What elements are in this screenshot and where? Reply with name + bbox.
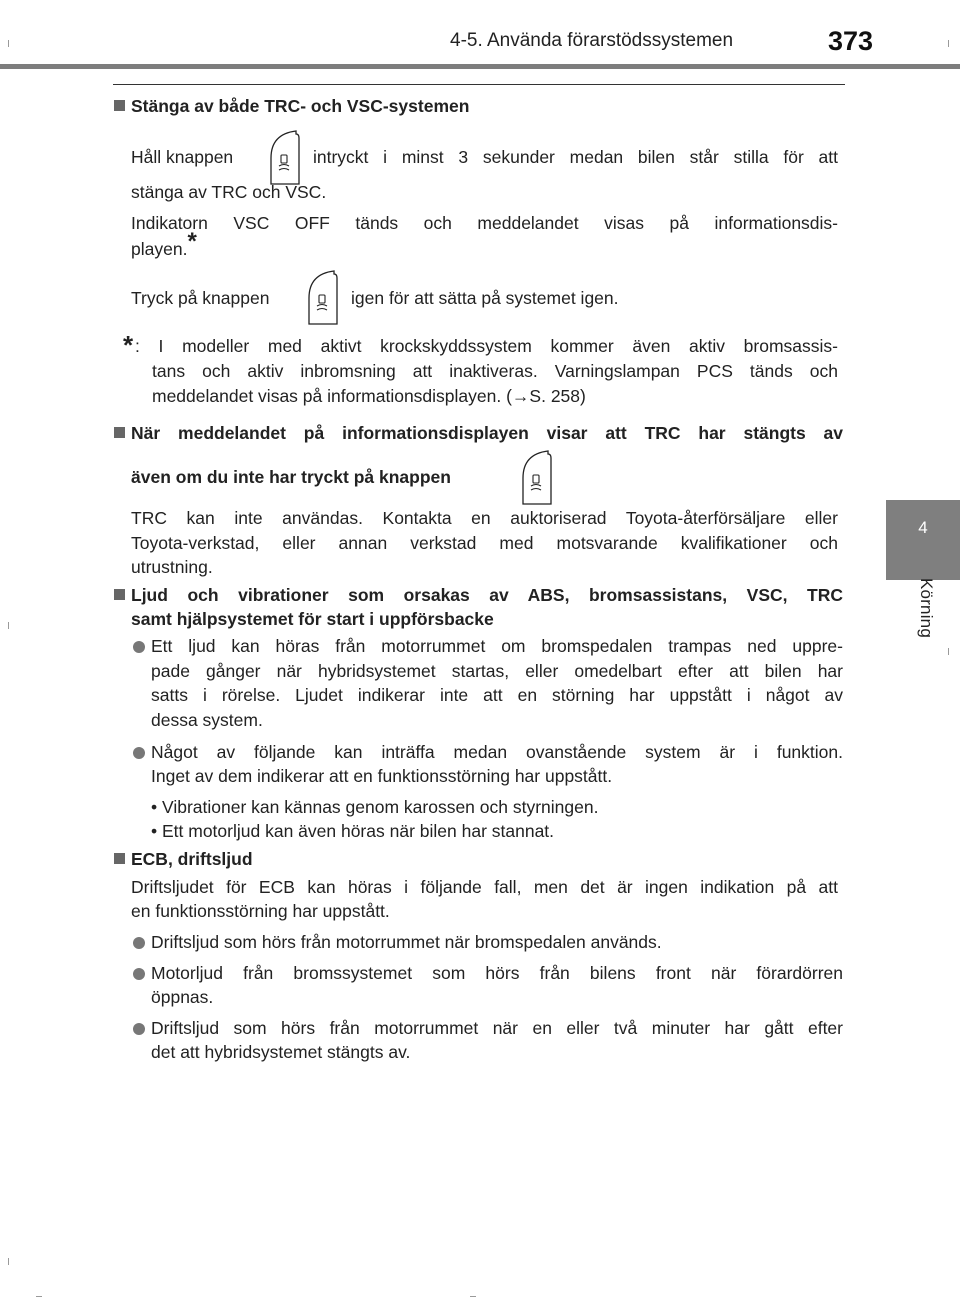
footnote-text: meddelandet visas på informationsdisplayen. (→S. 258): [152, 386, 586, 406]
vsc-off-button-icon: [306, 268, 340, 328]
bullet-icon: [133, 1023, 145, 1035]
footnote-text: tans och aktiv inbromsning att inaktiveras. Varningslampan PCS tänds och: [152, 361, 838, 381]
paragraph-text: stänga av TRC och VSC.: [131, 182, 327, 202]
bullet-icon: [133, 937, 145, 949]
crop-mark: [36, 1296, 42, 1297]
bullet-text: det att hybridsystemet stängts av.: [151, 1042, 411, 1062]
chapter-tab: [886, 500, 960, 580]
section-heading: samt hjälpsystemet för start i uppförsbacke: [131, 609, 494, 629]
bullet-text: pade gånger när hybridsystemet startas, eller omedelbart efter att bilen har: [151, 661, 843, 681]
sub-bullet-text: • Ett motorljud kan även höras när bilen har stannat.: [151, 821, 555, 841]
chapter-title: 4-5. Använda förarstödssystemen: [450, 30, 734, 51]
page-number: 373: [828, 26, 874, 56]
crop-mark: [948, 648, 949, 655]
chapter-tab-number: 4: [918, 518, 928, 537]
paragraph-text: igen för att sätta på systemet igen.: [351, 288, 619, 308]
bullet-text: öppnas.: [151, 987, 214, 1007]
section-marker: [114, 853, 125, 864]
paragraph-text: Toyota-verkstad, eller annan verkstad med motsvarande kvalifikationer och: [131, 533, 838, 553]
bullet-text: Inget av dem indikerar att en funktionsstörning har uppstått.: [151, 766, 613, 786]
crop-mark: [8, 1258, 9, 1265]
crop-mark: [470, 1296, 476, 1297]
bullet-icon: [133, 641, 145, 653]
bullet-text: Något av följande kan inträffa medan ovanstående system är i funktion.: [151, 742, 843, 762]
chapter-tab-label: Körning: [917, 578, 936, 638]
sub-bullet-text: • Vibrationer kan kännas genom karossen och styrningen.: [151, 797, 599, 817]
bullet-text: dessa system.: [151, 710, 263, 730]
vsc-off-button-icon: [520, 448, 554, 508]
bullet-text: Driftsljud som hörs från motorrummet när en eller två minuter har gått efter: [151, 1018, 843, 1038]
bullet-text: satts i rörelse. Ljudet indikerar inte att en störning har uppstått i något av: [151, 685, 843, 705]
paragraph-text: TRC kan inte användas. Kontakta en auktoriserad Toyota-återförsäljare eller: [131, 508, 838, 528]
section-heading: även om du inte har tryckt på knappen: [131, 467, 451, 487]
footnote-marker: *: [123, 330, 134, 360]
section-heading: Ljud och vibrationer som orsakas av ABS, bromsassistans, VSC, TRC: [131, 585, 843, 605]
bullet-text: Driftsljud som hörs från motorrummet när bromspedalen används.: [151, 932, 662, 952]
section-marker: [114, 427, 125, 438]
vsc-off-button-icon: [268, 128, 302, 188]
footnote-text: : I modeller med aktivt krockskyddssystem kommer även aktiv bromsassis-: [135, 336, 838, 356]
paragraph-text: en funktionsstörning har uppstått.: [131, 901, 390, 921]
section-marker: [114, 589, 125, 600]
bullet-text: Ett ljud kan höras från motorrummet om bromspedalen trampas ned uppre-: [151, 636, 843, 656]
paragraph-text-span: playen.: [131, 239, 188, 259]
crop-mark: [948, 40, 949, 47]
footnote-marker: *: [187, 228, 197, 255]
crop-mark: [8, 622, 9, 629]
paragraph-text: [131, 228, 197, 261]
header-bar: [0, 64, 960, 69]
crop-mark: [8, 40, 9, 47]
paragraph-text: Indikatorn VSC OFF tänds och meddelandet visas på informationsdis-: [131, 213, 838, 233]
paragraph-text: utrustning.: [131, 557, 213, 577]
bullet-text: Motorljud från bromssystemet som hörs från bilens front när förardörren: [151, 963, 843, 983]
divider: [113, 84, 845, 85]
paragraph-text: intryckt i minst 3 sekunder medan bilen står stilla för att: [313, 147, 838, 167]
paragraph-text: Håll knappen: [131, 147, 234, 167]
bullet-icon: [133, 747, 145, 759]
paragraph-text: Tryck på knappen: [131, 288, 270, 308]
section-heading: Stänga av både TRC- och VSC-systemen: [131, 96, 470, 116]
bullet-icon: [133, 968, 145, 980]
section-heading: ECB, driftsljud: [131, 849, 253, 869]
section-marker: [114, 100, 125, 111]
paragraph-text: Driftsljudet för ECB kan höras i följande fall, men det är ingen indikation på att: [131, 877, 838, 897]
section-heading: När meddelandet på informationsdisplayen visar att TRC har stängts av: [131, 423, 843, 443]
